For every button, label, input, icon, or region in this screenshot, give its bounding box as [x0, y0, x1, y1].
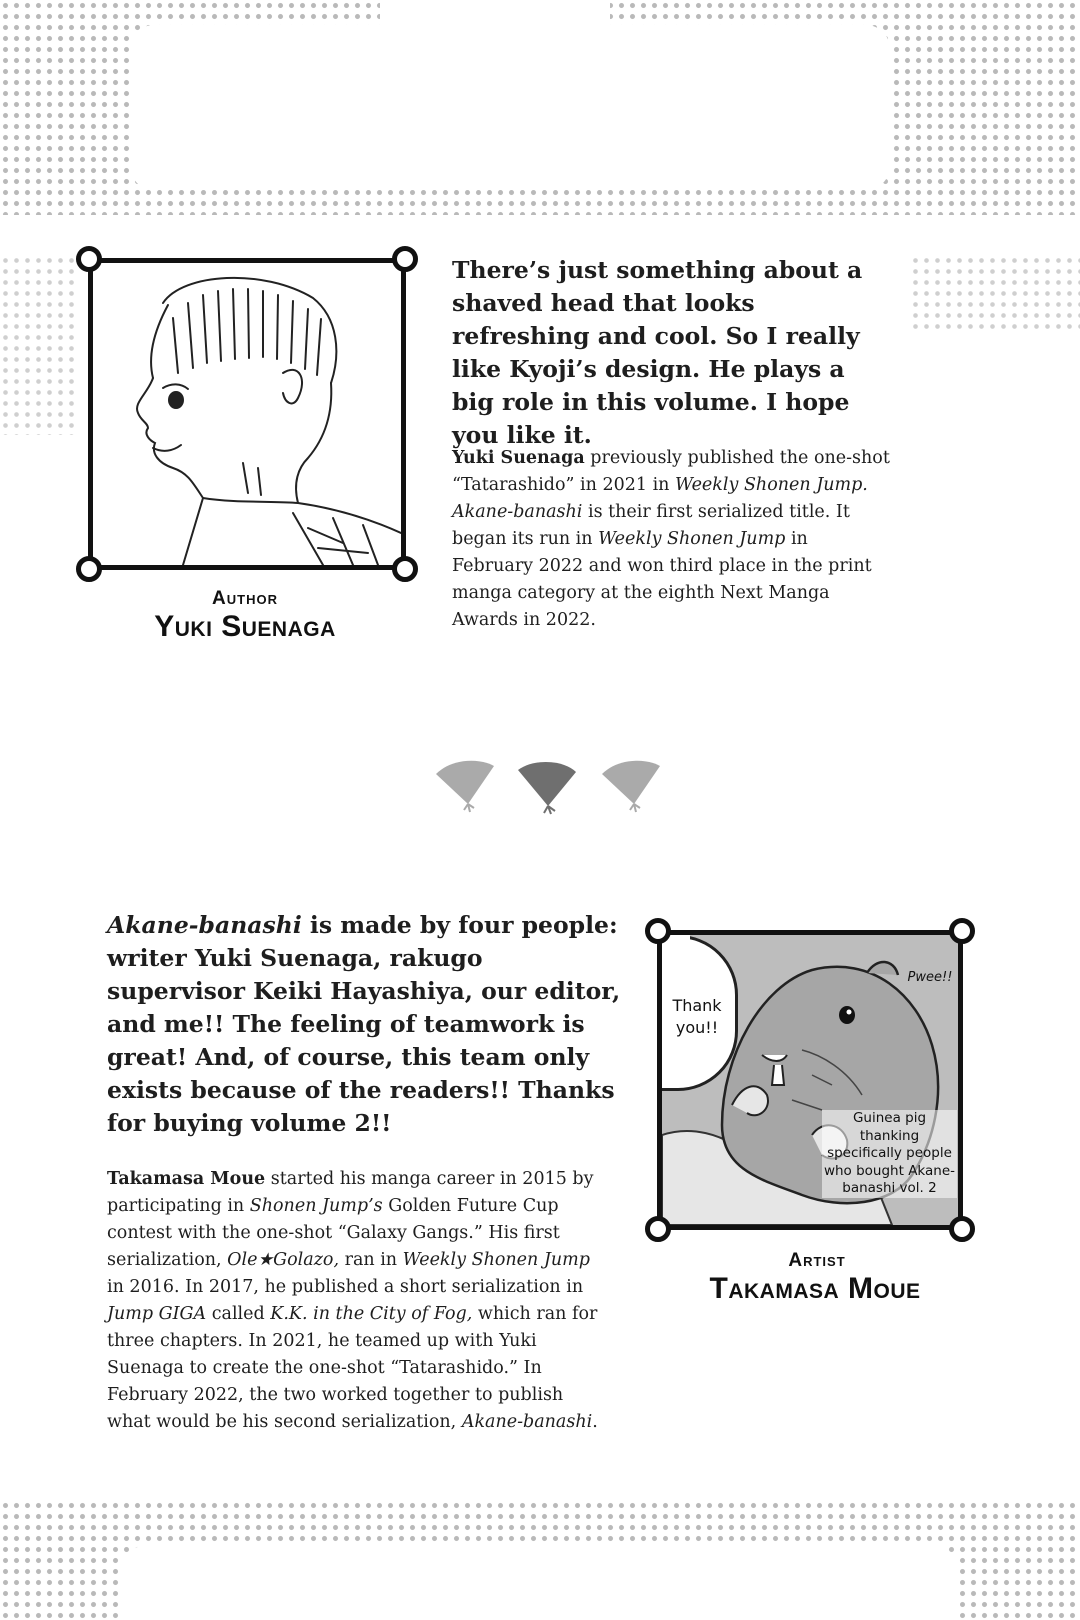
artist-bio-text: which ran for three chapters. In 2021, he teamed up with Yuki Suenaga to create the one-shot “Tatarashido.” In February 2022, the two worked together to publish what would be his second serialization,	[107, 1304, 598, 1432]
author-bio-magazine: Weekly Shonen Jump.	[675, 475, 868, 495]
artist-bio-text: called	[206, 1304, 271, 1324]
author-bio-magazine: Weekly Shonen Jump	[598, 529, 786, 549]
frame-corner	[645, 918, 671, 944]
artist-bio-series: Akane-banashi	[461, 1412, 593, 1432]
artist-name-heading: Takamasa Moue	[709, 1272, 921, 1305]
artist-bio-series: Ole★Golazo,	[227, 1250, 340, 1270]
artist-bio-name: Takamasa Moue	[107, 1169, 266, 1189]
fan-icon	[602, 761, 660, 812]
frame-corner	[645, 1216, 671, 1242]
author-name-heading: Yuki Suenaga	[154, 610, 336, 643]
author-bio-text: previously published the one-shot “Tatarashido” in 2021 in	[452, 448, 890, 495]
author-bio-text: is their first serialized title. It began its run in	[452, 502, 850, 549]
author-quote: There’s just something about a shaved head that looks refreshing and cool. So I really like Kyoji’s design. He plays a big role in this volume. I hope you like it.	[452, 256, 863, 449]
frame-corner	[949, 1216, 975, 1242]
author-portrait-frame	[88, 258, 406, 570]
speech-bubble-left-text: Thank you!!	[672, 996, 722, 1037]
artist-bio-text: .	[592, 1412, 598, 1432]
frame-corner	[392, 556, 418, 582]
artist-bio-magazine: Weekly Shonen Jump	[402, 1250, 590, 1270]
artist-bio-magazine: Shonen Jump’s	[249, 1196, 383, 1216]
dot-pattern-left	[0, 255, 75, 435]
artist-quote-text: is made by four people: writer Yuki Suenaga, rakugo supervisor Keiki Hayashiya, our editor, and me!! The feeling of teamwork is great! And, of course, this team only exists because of the readers!! Thanks for buying volume 2!!	[107, 911, 621, 1137]
dot-cutout-bottom	[120, 1545, 960, 1620]
frame-corner	[392, 246, 418, 272]
author-bio	[452, 445, 892, 634]
dot-cutout-top-notch	[380, 0, 610, 60]
artist-portrait-frame	[657, 930, 963, 1230]
fan-icon	[518, 762, 576, 814]
frame-corner	[76, 556, 102, 582]
artist-bio-text: Golden Future Cup contest with the one-shot “Galaxy Gangs.” His first serialization,	[107, 1196, 560, 1270]
speech-bubble-right-text: Pwee!!	[907, 970, 953, 985]
author-role-label: Author	[212, 588, 278, 609]
frame-corner	[76, 246, 102, 272]
frame-corner	[949, 918, 975, 944]
author-portrait-illustration	[93, 263, 401, 565]
illustration-caption: Guinea pig thanking specifically people who bought Akane-banashi vol. 2	[823, 1110, 956, 1196]
author-bio-name: Yuki Suenaga	[452, 448, 585, 468]
artist-bio-text: in 2016. In 2017, he published a short serialization in	[107, 1277, 584, 1297]
artist-quote-series: Akane-banashi	[107, 911, 302, 939]
fan-divider	[432, 758, 672, 818]
fan-icon	[436, 761, 494, 812]
author-bio-text: in February 2022 and won third place in the print manga category at the eighth Next Manga Awards in 2022.	[452, 529, 872, 630]
dot-pattern-right	[910, 255, 1080, 335]
artist-bio-text: started his manga career in 2015 by participating in	[107, 1169, 594, 1216]
artist-quote	[107, 909, 627, 1140]
author-bio-series: Akane-banashi	[452, 502, 583, 522]
artist-bio-text: ran in	[339, 1250, 403, 1270]
artist-role-label: Artist	[788, 1250, 846, 1271]
artist-bio-series: K.K. in the City of Fog,	[270, 1304, 473, 1324]
artist-bio	[107, 1166, 607, 1436]
artist-bio-magazine: Jump GIGA	[107, 1304, 207, 1324]
